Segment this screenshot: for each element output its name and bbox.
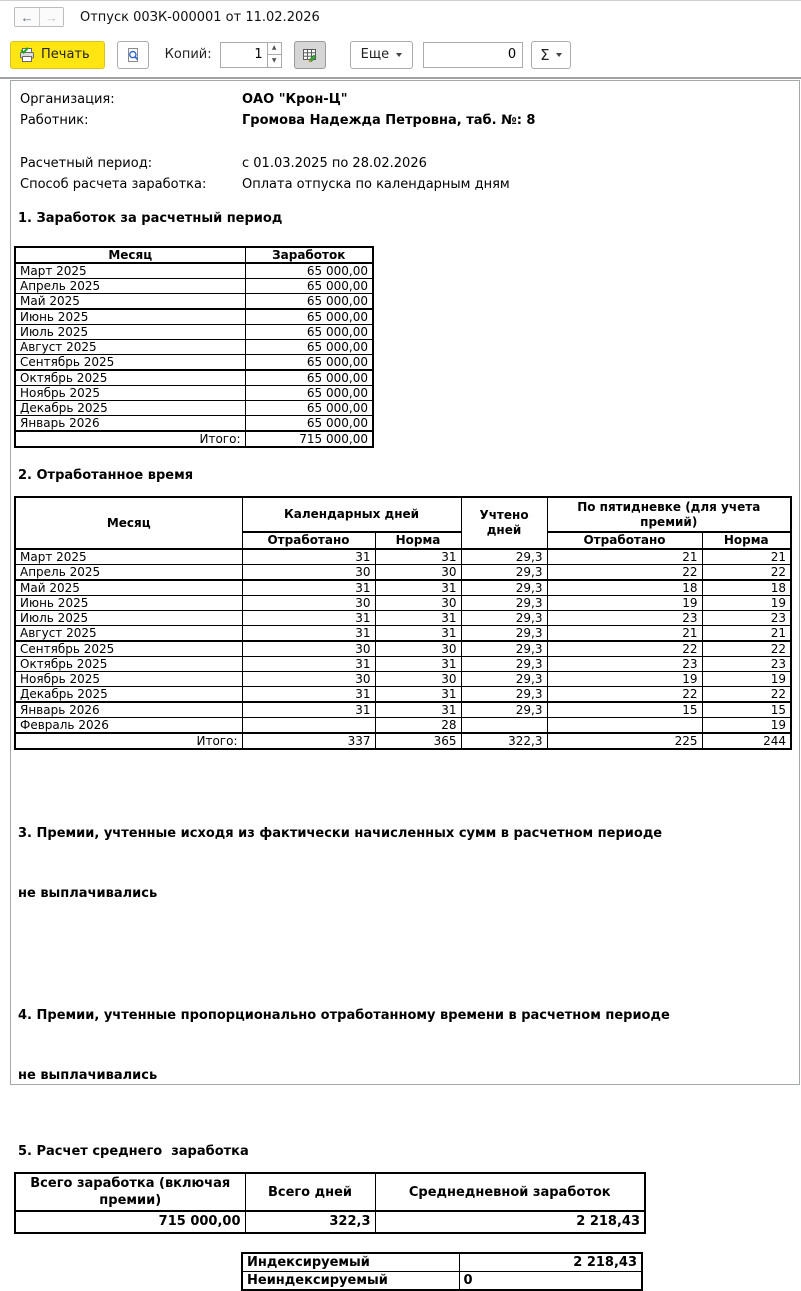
table-row xyxy=(15,431,373,447)
copies-stepper xyxy=(220,42,282,68)
table-cell: Апрель 2025 xyxy=(15,279,245,294)
section3-title-line2: не выплачивались xyxy=(18,886,158,901)
table-cell: 31 xyxy=(242,657,375,672)
table-cell: 65 000,00 xyxy=(245,325,373,340)
table-cell: 65 000,00 xyxy=(245,263,373,279)
column-header-total-days: Всего дней xyxy=(245,1173,375,1211)
table-cell: 22 xyxy=(702,641,791,657)
method-value: Оплата отпуска по календарным дням xyxy=(242,177,510,192)
table-row xyxy=(15,309,373,325)
section1-title: 1. Заработок за расчетный период xyxy=(18,211,283,226)
table-cell: 21 xyxy=(547,549,702,565)
table-cell: Сентябрь 2025 xyxy=(15,355,245,371)
preview-button[interactable] xyxy=(117,41,149,69)
table-cell: Декабрь 2025 xyxy=(15,401,245,416)
column-header-norm-5day: Норма xyxy=(702,532,791,549)
table-cell: 31 xyxy=(375,657,461,672)
table-cell: 65 000,00 xyxy=(245,340,373,355)
table-cell: 22 xyxy=(547,565,702,581)
more-button[interactable] xyxy=(350,41,413,69)
edit-table-button[interactable] xyxy=(294,41,326,69)
table-cell: 21 xyxy=(547,626,702,642)
table-cell: Итого: xyxy=(15,733,242,749)
table-cell: 23 xyxy=(547,611,702,626)
table-cell: 65 000,00 xyxy=(245,416,373,432)
info-gap xyxy=(20,131,799,153)
table-cell: 337 xyxy=(242,733,375,749)
forward-button[interactable] xyxy=(39,8,63,26)
worked-time-table xyxy=(14,496,792,750)
table-cell: 65 000,00 xyxy=(245,370,373,386)
table-cell: 18 xyxy=(702,580,791,596)
table-cell: 19 xyxy=(547,596,702,611)
table-cell: 29,3 xyxy=(461,657,547,672)
table-row xyxy=(15,416,373,432)
table-row xyxy=(15,549,791,565)
table-cell: Октябрь 2025 xyxy=(15,370,245,386)
table-cell: Июнь 2025 xyxy=(15,596,242,611)
period-label: Расчетный период: xyxy=(20,156,153,171)
table-row xyxy=(15,580,791,596)
table-cell: 15 xyxy=(702,702,791,718)
table-cell: 30 xyxy=(242,641,375,657)
table-cell: Март 2025 xyxy=(15,263,245,279)
table-cell: 65 000,00 xyxy=(245,401,373,416)
table-cell: 65 000,00 xyxy=(245,294,373,310)
table-cell: 65 000,00 xyxy=(245,355,373,371)
table-cell: Май 2025 xyxy=(15,294,245,310)
printer-icon xyxy=(19,47,35,63)
document-info xyxy=(20,89,799,195)
table-cell: 22 xyxy=(547,687,702,703)
page-title: Отпуск 00ЗК-000001 от 11.02.2026 xyxy=(80,9,320,25)
table-cell: 19 xyxy=(702,596,791,611)
table-cell: 29,3 xyxy=(461,641,547,657)
column-header-avg-daily: Среднедневной заработок xyxy=(375,1173,645,1211)
table-cell: 22 xyxy=(702,687,791,703)
table-row xyxy=(15,611,791,626)
table-cell: Май 2025 xyxy=(15,580,242,596)
table-cell: Октябрь 2025 xyxy=(15,657,242,672)
table-cell: 30 xyxy=(375,641,461,657)
non-indexed-value: 0 xyxy=(459,1272,642,1291)
table-cell xyxy=(547,718,702,734)
earnings-table-header xyxy=(15,247,373,263)
table-cell: 21 xyxy=(702,626,791,642)
section3-title xyxy=(18,784,799,944)
average-earnings-header xyxy=(15,1173,645,1211)
toolbar-separator xyxy=(0,77,801,79)
table-cell: 65 000,00 xyxy=(245,309,373,325)
table-row xyxy=(15,702,791,718)
table-cell: 31 xyxy=(375,702,461,718)
table-cell: 225 xyxy=(547,733,702,749)
section5-title: 5. Расчет среднего заработка xyxy=(18,1144,249,1159)
spin-up-icon[interactable]: ▲ xyxy=(268,43,281,56)
section4-title-line1: 4. Премии, учтенные пропорционально отработанному времени в расчетном периоде xyxy=(18,1008,670,1023)
column-header-earnings: Заработок xyxy=(245,247,373,263)
method-label: Способ расчета заработка: xyxy=(20,177,207,192)
table-row xyxy=(15,279,373,294)
table-cell: 19 xyxy=(702,672,791,687)
table-cell: 65 000,00 xyxy=(245,386,373,401)
table-row xyxy=(15,401,373,416)
copies-label: Копий: xyxy=(164,47,212,62)
table-row xyxy=(15,294,373,310)
table-cell: Январь 2026 xyxy=(15,702,242,718)
table-cell: Август 2025 xyxy=(15,626,242,642)
chevron-down-icon xyxy=(396,53,402,57)
section2-title: 2. Отработанное время xyxy=(18,468,194,483)
table-cell: 15 xyxy=(547,702,702,718)
table-row xyxy=(15,672,791,687)
period-row xyxy=(20,153,799,174)
table-row xyxy=(15,596,791,611)
table-cell: 31 xyxy=(242,626,375,642)
table-cell: 29,3 xyxy=(461,611,547,626)
section3-title-line1: 3. Премии, учтенные исходя из фактически начисленных сумм в расчетном периоде xyxy=(18,826,663,841)
table-cell: Январь 2026 xyxy=(15,416,245,432)
column-header-counted-days: Учтено дней xyxy=(461,497,547,549)
spin-down-icon[interactable]: ▼ xyxy=(271,56,277,64)
nav-buttons xyxy=(14,7,64,27)
non-indexed-label: Неиндексируемый xyxy=(242,1272,459,1291)
table-cell: 29,3 xyxy=(461,672,547,687)
table-cell: 18 xyxy=(547,580,702,596)
preview-icon xyxy=(125,47,141,63)
table-cell: Апрель 2025 xyxy=(15,565,242,581)
table-cell: 29,3 xyxy=(461,687,547,703)
organization-label: Организация: xyxy=(20,92,115,107)
table-row xyxy=(15,386,373,401)
table-cell: 31 xyxy=(375,687,461,703)
table-row xyxy=(15,641,791,657)
table-cell: 30 xyxy=(375,565,461,581)
table-cell: 31 xyxy=(242,702,375,718)
period-value: с 01.03.2025 по 28.02.2026 xyxy=(242,156,427,171)
more-button-label: Еще xyxy=(360,47,390,62)
form-header xyxy=(0,0,801,33)
table-cell: 31 xyxy=(242,611,375,626)
table-cell: 322,3 xyxy=(461,733,547,749)
table-cell xyxy=(461,718,547,734)
table-cell: 19 xyxy=(702,718,791,734)
sigma-icon: Σ xyxy=(540,45,550,64)
indexation-table xyxy=(241,1252,643,1291)
earnings-table xyxy=(14,246,374,448)
chevron-down-icon xyxy=(556,53,562,57)
table-cell: 715 000,00 xyxy=(245,431,373,447)
table-cell: 30 xyxy=(242,596,375,611)
column-header-month: Месяц xyxy=(15,497,242,549)
table-cell: 19 xyxy=(547,672,702,687)
indexed-row xyxy=(242,1253,642,1272)
employee-row xyxy=(20,110,799,131)
spreadsheet-document[interactable] xyxy=(10,80,800,1288)
section4-title-line2: не выплачивались xyxy=(18,1068,158,1083)
back-arrow-icon: ← xyxy=(20,9,34,25)
indexed-label: Индексируемый xyxy=(242,1253,459,1272)
table-cell: Февраль 2026 xyxy=(15,718,242,734)
table-cell: Декабрь 2025 xyxy=(15,687,242,703)
table-cell: 21 xyxy=(702,549,791,565)
column-header-month: Месяц xyxy=(15,247,245,263)
table-cell: 30 xyxy=(375,596,461,611)
table-row xyxy=(15,565,791,581)
table-cell: 31 xyxy=(375,580,461,596)
table-cell: 28 xyxy=(375,718,461,734)
organization-value: ОАО "Крон-Ц" xyxy=(242,92,348,107)
print-button[interactable] xyxy=(10,41,105,69)
table-cell: Июль 2025 xyxy=(15,325,245,340)
column-header-five-day: По пятидневке (для учета премий) xyxy=(547,497,791,532)
table-cell: 31 xyxy=(375,611,461,626)
forward-arrow-icon: → xyxy=(45,9,58,25)
table-cell: Июнь 2025 xyxy=(15,309,245,325)
table-row xyxy=(15,263,373,279)
table-cell: 23 xyxy=(547,657,702,672)
table-row xyxy=(15,626,791,642)
table-cell: 29,3 xyxy=(461,596,547,611)
table-cell: 30 xyxy=(242,672,375,687)
table-cell: 31 xyxy=(242,549,375,565)
table-cell: Сентябрь 2025 xyxy=(15,641,242,657)
table-cell: Ноябрь 2025 xyxy=(15,386,245,401)
sum-result-input[interactable] xyxy=(423,42,523,68)
employee-label: Работник: xyxy=(20,113,89,128)
table-cell: 31 xyxy=(242,687,375,703)
table-cell: 29,3 xyxy=(461,549,547,565)
column-header-worked-5day: Отработано xyxy=(547,532,702,549)
table-cell: 29,3 xyxy=(461,702,547,718)
indexed-value: 2 218,43 xyxy=(459,1253,642,1272)
table-row xyxy=(15,687,791,703)
table-cell: 31 xyxy=(375,549,461,565)
table-row xyxy=(15,733,791,749)
table-cell: Ноябрь 2025 xyxy=(15,672,242,687)
sum-button[interactable] xyxy=(531,41,570,69)
table-cell: 29,3 xyxy=(461,626,547,642)
method-row xyxy=(20,174,799,195)
organization-row xyxy=(20,89,799,110)
section4-title xyxy=(18,966,799,1126)
column-header-calendar-days: Календарных дней xyxy=(242,497,461,532)
edit-table-icon xyxy=(302,47,318,63)
average-earnings-table xyxy=(14,1172,646,1234)
employee-value: Громова Надежда Петровна, таб. №: 8 xyxy=(242,113,536,128)
table-row xyxy=(15,718,791,734)
table-cell: 29,3 xyxy=(461,580,547,596)
table-cell: Август 2025 xyxy=(15,340,245,355)
table-cell: 31 xyxy=(242,580,375,596)
table-row xyxy=(15,325,373,340)
table-row xyxy=(15,355,373,371)
table-cell: 30 xyxy=(375,672,461,687)
worked-time-header-row1 xyxy=(15,497,791,532)
table-cell: 31 xyxy=(375,626,461,642)
print-button-label: Печать xyxy=(41,47,90,62)
non-indexed-row xyxy=(242,1272,642,1291)
toolbar xyxy=(0,33,801,76)
total-earnings-value: 715 000,00 xyxy=(15,1211,245,1233)
table-cell: 30 xyxy=(242,565,375,581)
table-row xyxy=(15,657,791,672)
table-cell: 22 xyxy=(702,565,791,581)
table-row xyxy=(15,370,373,386)
table-cell: Июль 2025 xyxy=(15,611,242,626)
table-row xyxy=(15,340,373,355)
table-cell: 23 xyxy=(702,611,791,626)
table-cell: 65 000,00 xyxy=(245,279,373,294)
column-header-total-earnings: Всего заработка (включая премии) xyxy=(15,1173,245,1211)
table-cell: 22 xyxy=(547,641,702,657)
column-header-worked: Отработано xyxy=(242,532,375,549)
table-cell: 23 xyxy=(702,657,791,672)
column-header-norm: Норма xyxy=(375,532,461,549)
back-button[interactable] xyxy=(15,8,39,26)
table-cell: 244 xyxy=(702,733,791,749)
table-cell: 365 xyxy=(375,733,461,749)
table-cell xyxy=(242,718,375,734)
avg-daily-value: 2 218,43 xyxy=(375,1211,645,1233)
table-cell: Март 2025 xyxy=(15,549,242,565)
table-cell: 29,3 xyxy=(461,565,547,581)
copies-input[interactable] xyxy=(221,43,267,67)
table-cell: Итого: xyxy=(15,431,245,447)
average-earnings-values xyxy=(15,1211,645,1233)
total-days-value: 322,3 xyxy=(245,1211,375,1233)
